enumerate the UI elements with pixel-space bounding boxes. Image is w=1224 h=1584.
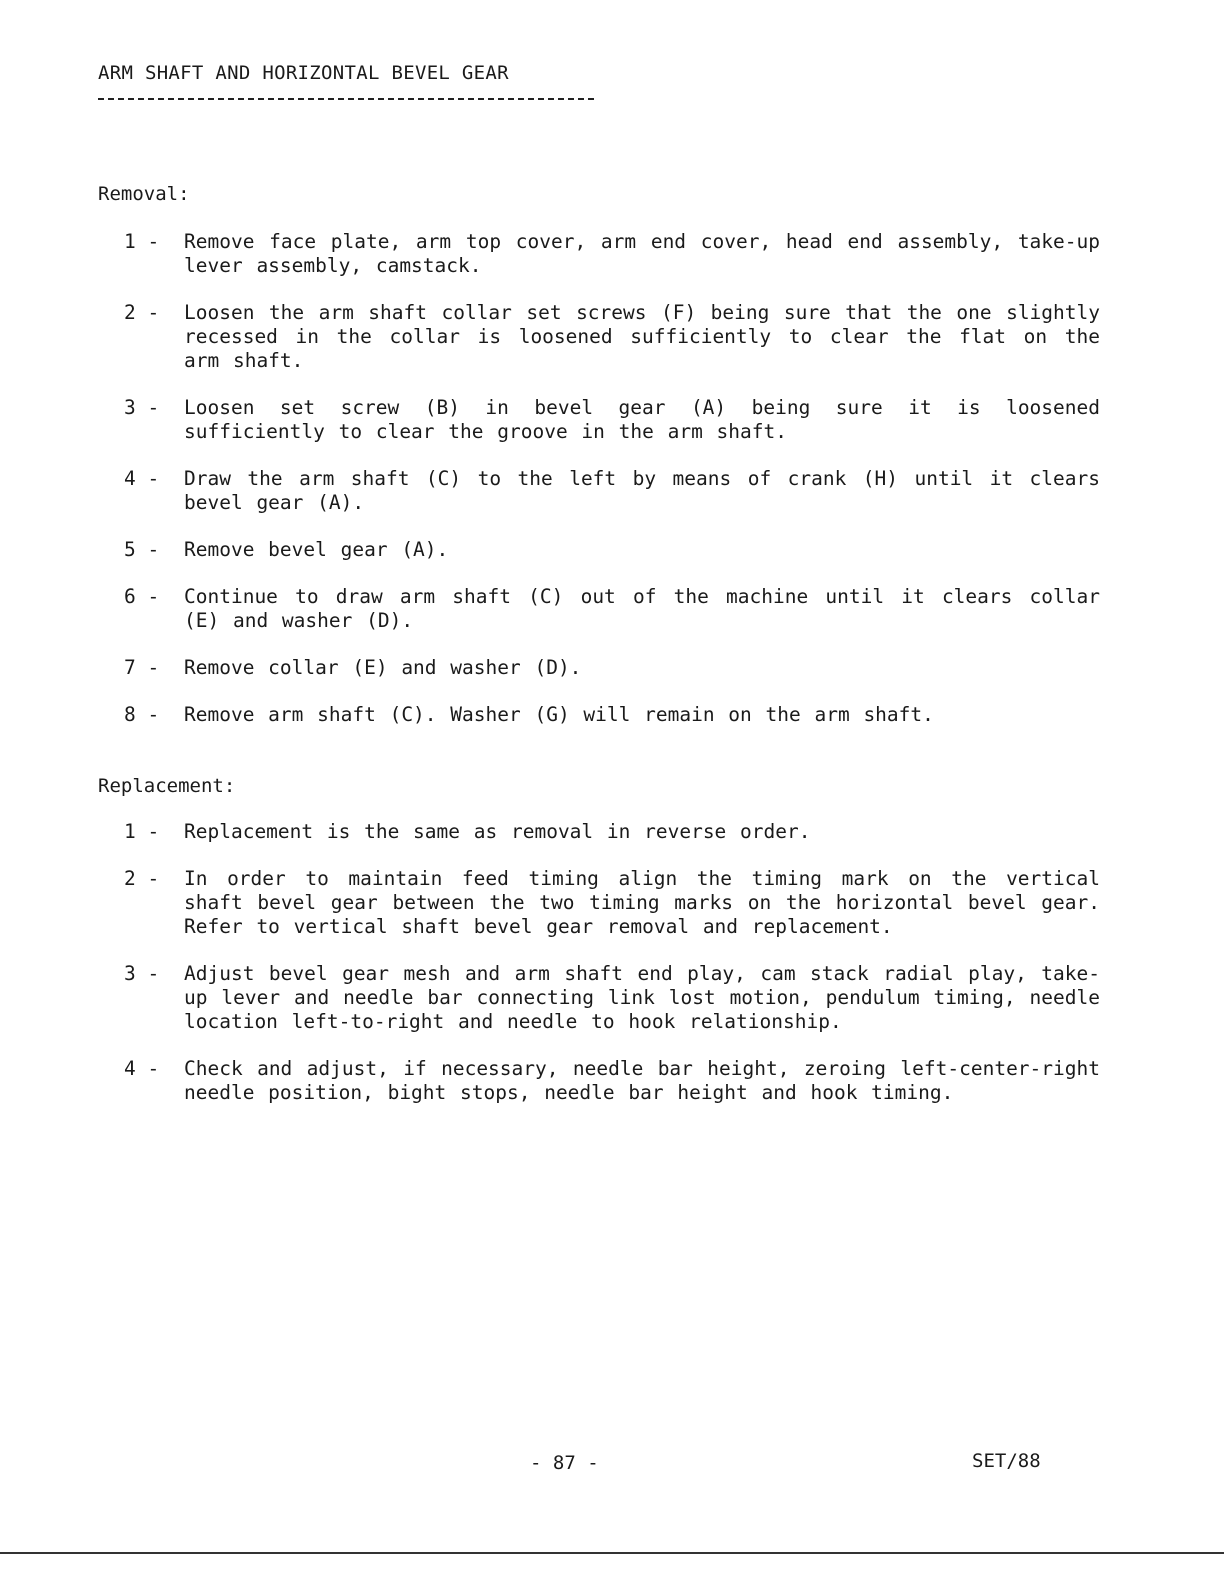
removal-step-1 (124, 230, 1100, 278)
step-number: 6 - (124, 585, 160, 608)
step-text: Replacement is the same as removal in reverse order. (184, 820, 811, 843)
removal-step-6 (124, 585, 1100, 633)
step-number: 7 - (124, 656, 160, 679)
step-text: Adjust bevel gear mesh and arm shaft end play, cam stack radial play, take-up lever and needle bar connecting link lost motion, pendulum timing, needle location left-to-right and needle to hook relationship. (184, 962, 1100, 1033)
removal-steps (124, 230, 1100, 750)
removal-step-7 (124, 656, 1100, 680)
bottom-border-line (0, 1552, 1224, 1554)
step-number: 3 - (124, 396, 160, 419)
removal-step-2 (124, 301, 1100, 373)
step-text: Continue to draw arm shaft (C) out of the machine until it clears collar (E) and washer (D). (184, 585, 1100, 632)
step-number: 5 - (124, 538, 160, 561)
step-text: Remove arm shaft (C). Washer (G) will remain on the arm shaft. (184, 703, 934, 726)
step-number: 2 - (124, 867, 160, 890)
step-text: Draw the arm shaft (C) to the left by means of crank (H) until it clears bevel gear (A). (184, 467, 1100, 514)
page-title: ARM SHAFT AND HORIZONTAL BEVEL GEAR (98, 62, 509, 84)
step-number: 4 - (124, 467, 160, 490)
removal-step-8 (124, 703, 1100, 727)
removal-step-3 (124, 396, 1100, 444)
step-text: Loosen the arm shaft collar set screws (F) being sure that the one slightly recessed in the collar is loosened sufficiently to clear the flat on the arm shaft. (184, 301, 1100, 372)
step-number: 2 - (124, 301, 160, 324)
step-text: Remove face plate, arm top cover, arm end cover, head end assembly, take-up lever assembly, camstack. (184, 230, 1100, 277)
removal-step-4 (124, 467, 1100, 515)
replacement-step-4 (124, 1057, 1100, 1105)
step-number: 1 - (124, 820, 160, 843)
replacement-step-2 (124, 867, 1100, 939)
replacement-step-3 (124, 962, 1100, 1034)
step-number: 1 - (124, 230, 160, 253)
step-number: 3 - (124, 962, 160, 985)
removal-step-5 (124, 538, 1100, 562)
document-code: SET/88 (972, 1450, 1041, 1472)
replacement-step-1 (124, 820, 1100, 844)
step-text: Remove collar (E) and washer (D). (184, 656, 582, 679)
page-number: - 87 - (530, 1452, 599, 1474)
title-underline (98, 98, 594, 100)
removal-heading: Removal: (98, 183, 190, 205)
step-text: Remove bevel gear (A). (184, 538, 449, 561)
step-text: In order to maintain feed timing align the timing mark on the vertical shaft bevel gear between the two timing marks on the horizontal bevel gear. Refer to vertical shaft bevel gear removal and replacement. (184, 867, 1100, 938)
replacement-steps (124, 820, 1100, 1128)
step-number: 8 - (124, 703, 160, 726)
replacement-heading: Replacement: (98, 775, 236, 797)
step-text: Check and adjust, if necessary, needle bar height, zeroing left-center-right needle position, bight stops, needle bar height and hook timing. (184, 1057, 1100, 1104)
step-number: 4 - (124, 1057, 160, 1080)
step-text: Loosen set screw (B) in bevel gear (A) being sure it is loosened sufficiently to clear the groove in the arm shaft. (184, 396, 1100, 443)
